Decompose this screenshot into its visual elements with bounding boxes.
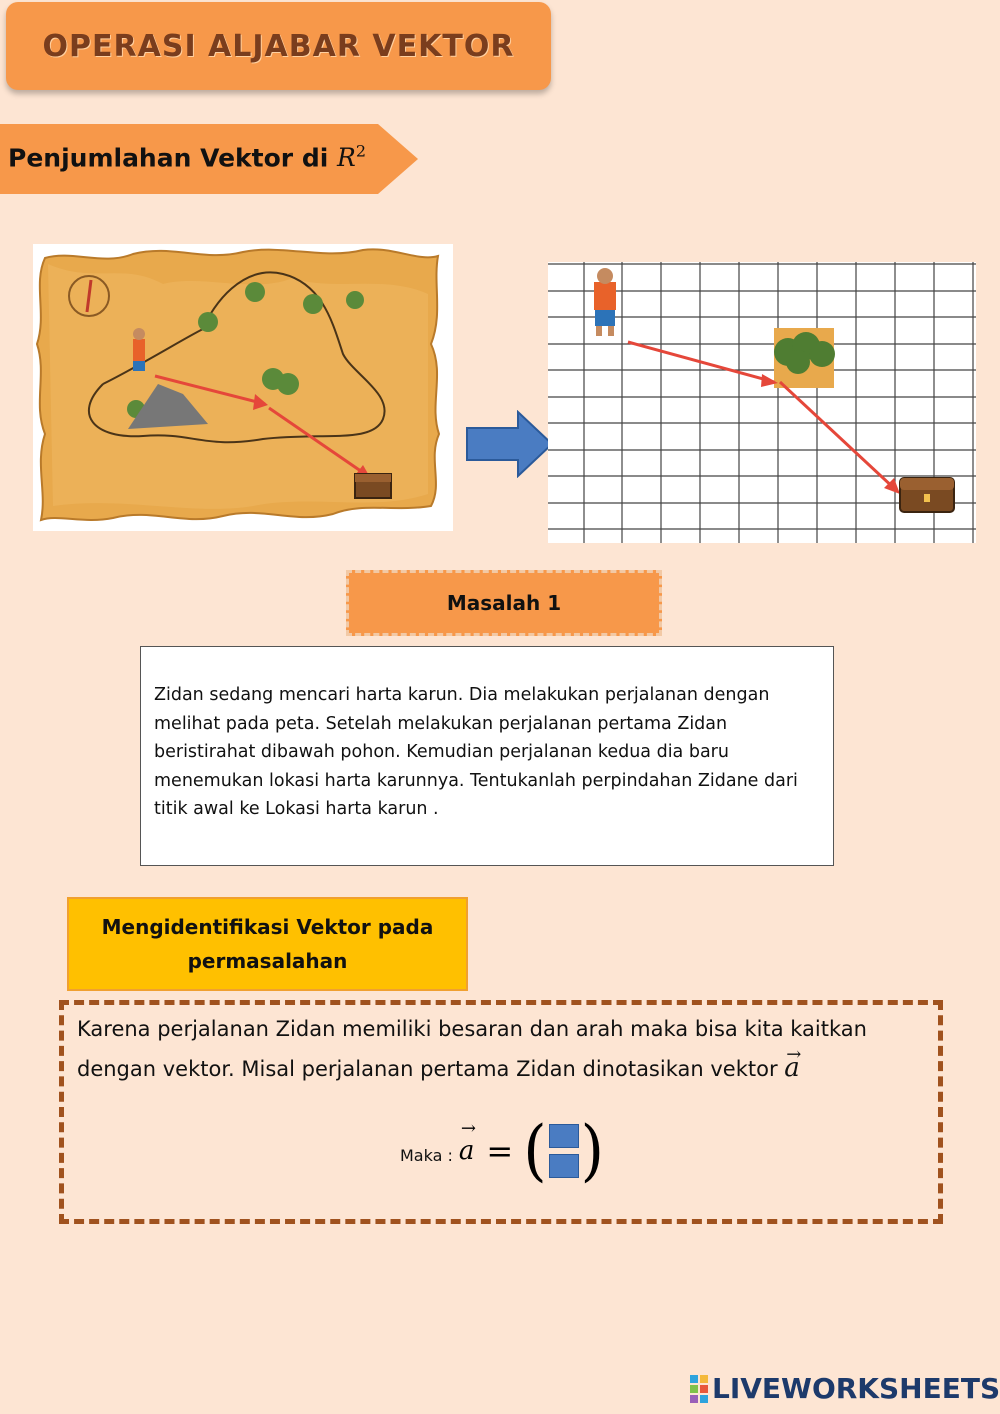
math-r (337, 143, 366, 172)
section-title-text: Penjumlahan Vektor di (8, 143, 329, 173)
problem-box (140, 646, 834, 866)
identify-text (77, 1010, 917, 1089)
equation-vector-a: → a (459, 1136, 475, 1166)
math-power: 2 (355, 142, 367, 161)
equals-sign: = (486, 1132, 514, 1170)
vector-x-input[interactable] (549, 1124, 579, 1148)
problem-text: Zidan sedang mencari harta karun. Dia melakukan perjalanan dengan melihat pada peta. Setelah melakukan perjalanan pertama Zidan beristirahat dibawah pohon. Kemudian perjalanan kedua dia baru menemukan lokasi harta karunnya. Tentukanlah perpindahan Zidane dari titik awal ke Lokasi harta karun . (154, 685, 798, 819)
vector-input-column (549, 1124, 579, 1178)
liveworksheets-logo (690, 1372, 1000, 1405)
left-paren: ( (523, 1112, 547, 1190)
vector-y-input[interactable] (549, 1154, 579, 1178)
math-symbol: R (337, 143, 356, 173)
section-title (8, 142, 366, 172)
treasure-map-image (33, 244, 453, 531)
right-paren: ) (580, 1112, 605, 1190)
problem-label: Masalah 1 (346, 570, 662, 636)
identify-label: Mengidentifikasi Vektor pada permasalahan (67, 897, 468, 991)
vector-grid-image (548, 262, 976, 543)
page-title: OPERASI ALJABAR VEKTOR (42, 28, 515, 64)
maka-label: Maka : (400, 1145, 453, 1165)
logo-grid-icon (690, 1375, 708, 1403)
section-tag (0, 124, 418, 194)
logo-text: LIVEWORKSHEETS (712, 1372, 1000, 1405)
title-banner (6, 2, 551, 90)
vector-equation (400, 1112, 605, 1190)
identify-text-body: Karena perjalanan Zidan memiliki besaran dan arah maka bisa kita kaitkan dengan vektor. Misal perjalanan pertama Zidan dinotasikan vektor (77, 1017, 867, 1081)
arrow-right-icon (466, 410, 554, 478)
vector-a-symbol: → a (784, 1053, 800, 1083)
